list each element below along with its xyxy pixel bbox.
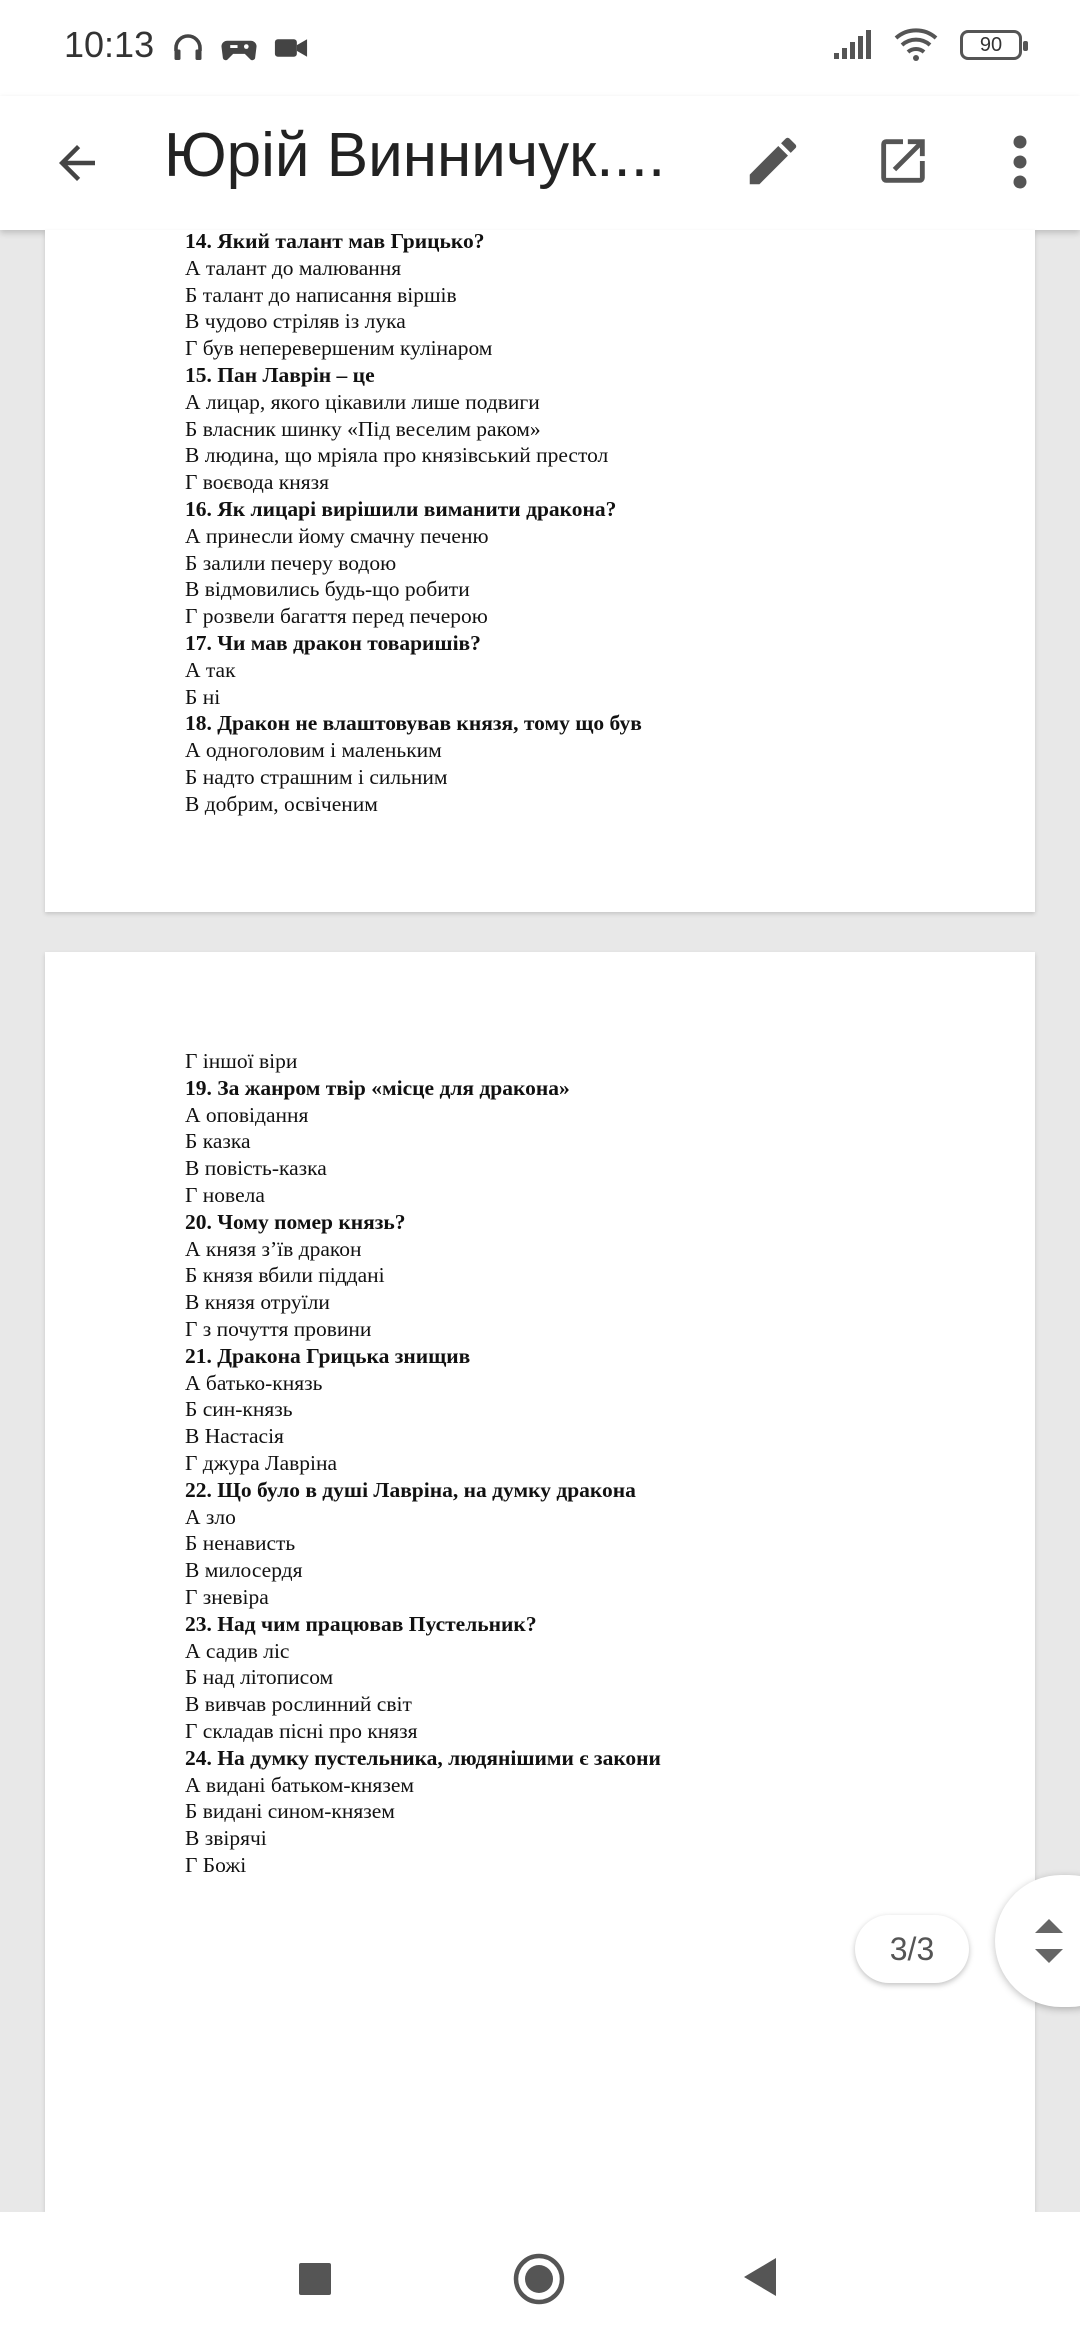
answer-line: А зло (185, 1504, 236, 1529)
page-2-text (185, 1048, 661, 1879)
pdf-page-2 (45, 952, 1035, 2212)
answer-line: В відмовились будь-що робити (185, 577, 470, 602)
answer-line: Г джура Лавріна (185, 1450, 338, 1475)
question-line: 23. Над чим працював Пустельник? (185, 1611, 537, 1636)
answer-line: Г складав пісні про князя (185, 1718, 418, 1743)
answer-line: Г іншої віри (185, 1049, 298, 1073)
answer-line: Г воєвода князя (185, 470, 330, 495)
question-line: 20. Чому помер князь? (185, 1209, 406, 1234)
answer-line: В вивчав рослинний світ (185, 1692, 412, 1717)
answer-line: Б залили печеру водою (185, 550, 397, 575)
answer-line: А видані батьком-князем (185, 1772, 414, 1797)
answer-line: Г з почуття провини (185, 1316, 372, 1341)
question-line: 16. Як лицарі вирішили виманити дракона? (185, 496, 617, 521)
answer-line: Б ні (185, 684, 221, 709)
navigation-bar (0, 2212, 1080, 2340)
answer-line: В князя отруїли (185, 1290, 330, 1315)
answer-line: В Настасія (185, 1424, 284, 1449)
question-line: 24. На думку пустельника, людянішими є закони (185, 1745, 661, 1770)
open-external-icon[interactable] (874, 132, 932, 190)
headphones-icon (170, 30, 206, 66)
answer-line: А садив ліс (185, 1638, 290, 1663)
answer-line: А батько-князь (185, 1370, 323, 1395)
app-bar (0, 96, 1080, 230)
answer-line: Г розвели багаття перед печерою (185, 604, 488, 629)
video-camera-icon (272, 30, 310, 66)
answer-line: В звірячі (185, 1826, 267, 1851)
answer-line: Б ненависть (185, 1531, 296, 1556)
answer-line: Б власник шинку «Під веселим раком» (185, 416, 541, 441)
answer-line: В людина, що мріяла про князівський престол (185, 443, 609, 468)
question-line: 14. Який талант мав Грицько? (185, 229, 485, 253)
back-triangle-icon[interactable] (742, 2256, 778, 2298)
answer-line: А так (185, 657, 236, 682)
answer-line: В повість-казка (185, 1156, 327, 1181)
answer-line: В милосердя (185, 1558, 303, 1583)
answer-line: А принесли йому смачну печеню (185, 523, 489, 548)
answer-line: Б син-князь (185, 1397, 293, 1422)
signal-icon (832, 29, 872, 61)
answer-line: Б видані сином-князем (185, 1799, 395, 1824)
edit-pencil-icon[interactable] (742, 130, 804, 192)
answer-line: Г новела (185, 1182, 265, 1207)
question-line: 19. За жанром твір «місце для дракона» (185, 1075, 570, 1100)
answer-line: А оповідання (185, 1102, 309, 1127)
scroll-arrows-icon (1031, 1913, 1067, 1969)
wifi-icon (894, 28, 938, 62)
back-arrow-icon[interactable] (50, 136, 104, 190)
page-1-text (185, 228, 642, 818)
answer-line: Б казка (185, 1129, 251, 1154)
question-line: 22. Що було в душі Лавріна, на думку дракона (185, 1477, 636, 1502)
battery-icon (960, 30, 1022, 60)
answer-line: Г був неперевершеним кулінаром (185, 336, 493, 361)
answer-line: Г зневіра (185, 1584, 269, 1609)
answer-line: Б талант до написання віршів (185, 282, 457, 307)
recents-square-icon[interactable] (298, 2262, 332, 2296)
answer-line: В добрим, освіченим (185, 791, 378, 816)
question-line: 15. Пан Лаврін – це (185, 362, 375, 387)
page-indicator: 3/3 (855, 1915, 969, 1983)
answer-line: А талант до малювання (185, 255, 402, 280)
question-line: 21. Дракона Грицька знищив (185, 1343, 471, 1368)
question-line: 18. Дракон не влаштовував князя, тому що був (185, 711, 642, 736)
answer-line: А князя з’їв дракон (185, 1236, 362, 1261)
answer-line: Б надто страшним і сильним (185, 764, 448, 789)
document-title: Юрій Винничук.... (164, 121, 666, 190)
question-line: 17. Чи мав дракон товаришів? (185, 630, 481, 655)
home-circle-icon[interactable] (512, 2252, 566, 2306)
status-bar (0, 0, 1080, 96)
more-vert-icon[interactable] (1000, 132, 1040, 192)
answer-line: В чудово стріляв із лука (185, 309, 406, 334)
answer-line: А одноголовим і маленьким (185, 738, 442, 763)
answer-line: Б князя вбили піддані (185, 1263, 385, 1288)
answer-line: А лицар, якого цікавили лише подвиги (185, 389, 540, 414)
answer-line: Б над літописом (185, 1665, 334, 1690)
pdf-page-1 (45, 230, 1035, 912)
status-time: 10:13 (64, 24, 155, 65)
answer-line: Г Божі (185, 1852, 247, 1877)
game-controller-icon (220, 30, 258, 66)
battery-level: 90 (979, 33, 1003, 56)
